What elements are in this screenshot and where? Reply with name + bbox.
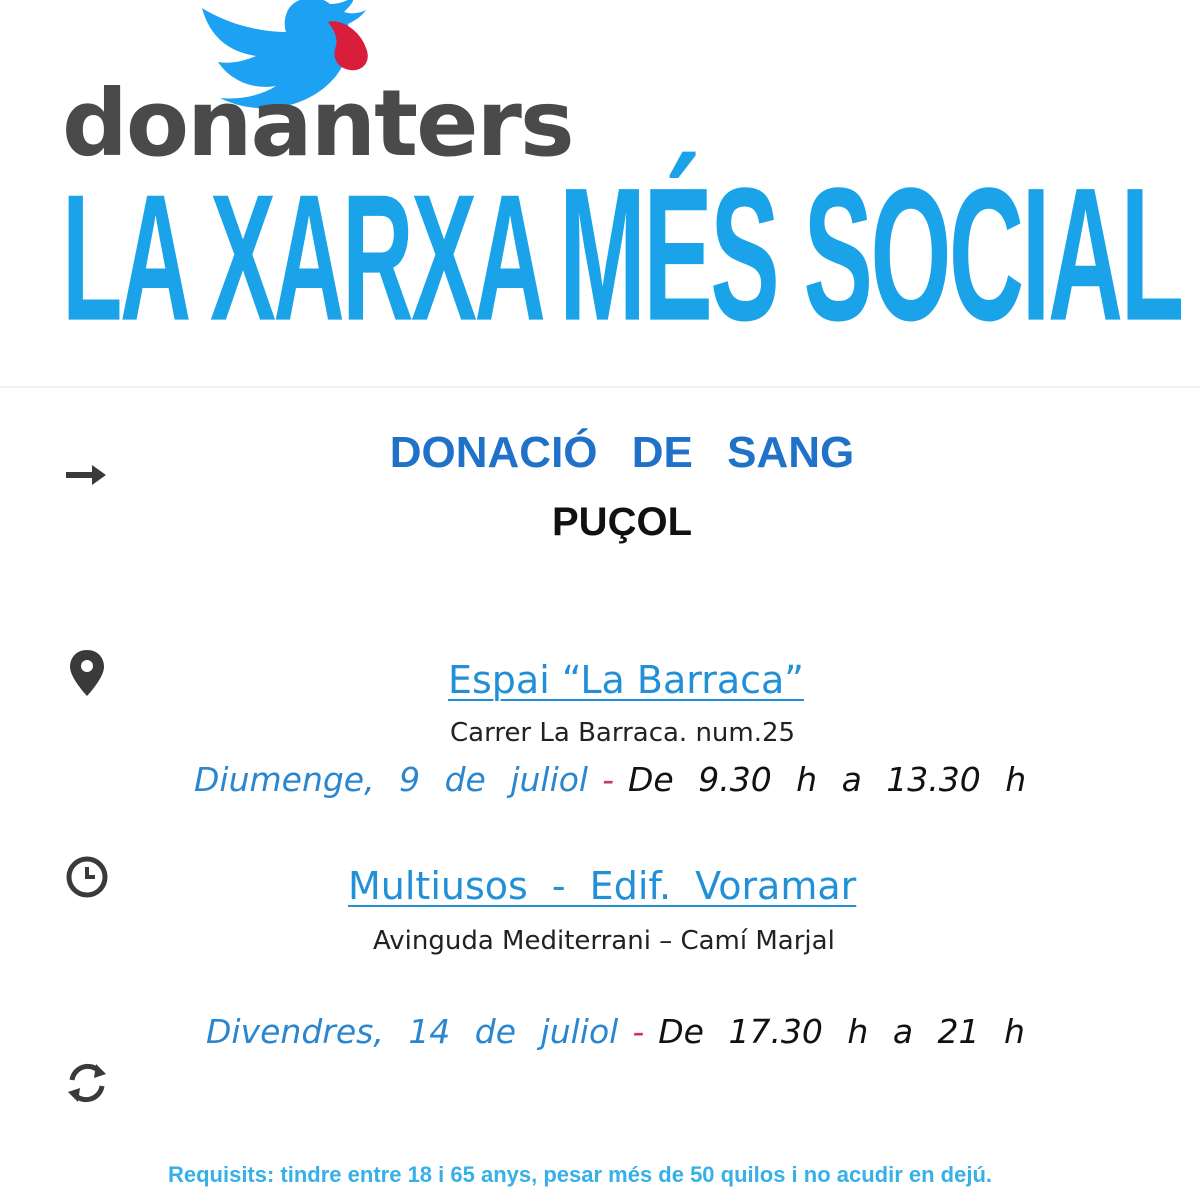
- session-2-separator: -: [632, 1012, 645, 1051]
- session-1-time: De 9.30 h a 13.30 h: [628, 760, 1027, 799]
- headline: [62, 149, 1182, 361]
- session-2-day: Divendres, 14 de juliol: [206, 1012, 619, 1051]
- session-1-separator: -: [602, 760, 615, 799]
- venue-2-address: Avinguda Mediterrani – Camí Marjal: [373, 926, 835, 956]
- venue-1-address: Carrer La Barraca. num.25: [450, 718, 796, 748]
- event-title: DONACIÓ DE SANG: [389, 428, 855, 477]
- divider: [0, 386, 1200, 388]
- session-1-day: Diumenge, 9 de juliol: [194, 760, 589, 799]
- venue-2-name: Multiusos - Edif. Voramar: [348, 864, 857, 908]
- clock-icon: [62, 852, 112, 902]
- logo-wordmark: donanters: [62, 70, 573, 177]
- venue-1-name: Espai “La Barraca”: [448, 658, 804, 702]
- headline-part-1: LA XARXA: [62, 156, 544, 358]
- map-pin-icon: [62, 648, 112, 698]
- session-2-schedule: [206, 1012, 1025, 1051]
- refresh-icon: [62, 1058, 112, 1108]
- requirements-note: Requisits: tindre entre 18 i 65 anys, pesar més de 50 quilos i no acudir en dejú.: [167, 1162, 993, 1187]
- session-1-schedule: [194, 760, 1026, 799]
- headline-part-2: MÉS SOCIAL: [559, 149, 1182, 361]
- session-2-time: De 17.30 h a 21 h: [658, 1012, 1025, 1051]
- town-name: PUÇOL: [552, 500, 692, 544]
